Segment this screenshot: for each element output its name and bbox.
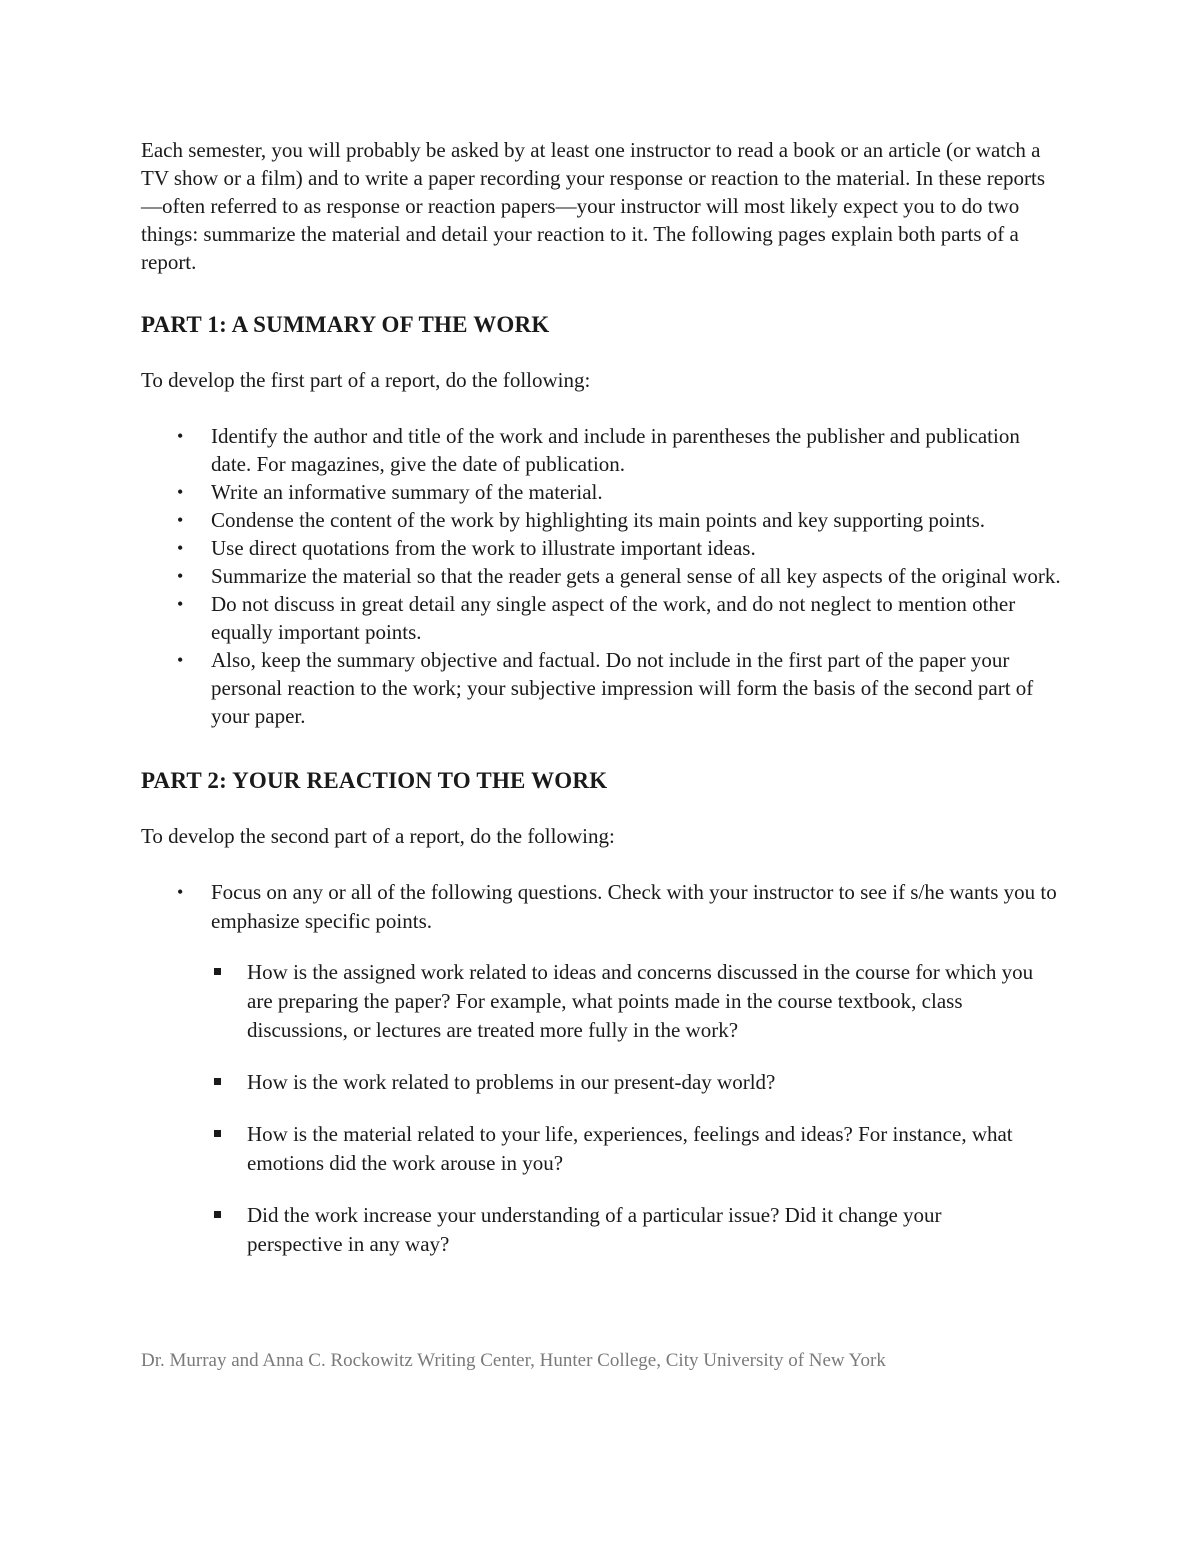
question-text: How is the material related to your life, experiences, feelings and ideas? For instance, what emotions did the work arouse in you? (247, 1122, 1013, 1175)
question-text: How is the assigned work related to ideas and concerns discussed in the course for which you are preparing the paper? For example, what points made in the course textbook, class discussions, or lectures are treated more fully in the work? (247, 960, 1034, 1042)
bullet-icon: • (177, 510, 184, 530)
list-item-text: Identify the author and title of the work and include in parentheses the publisher and publication date. For magazines, give the date of publication. (211, 424, 1020, 476)
intro-paragraph: Each semester, you will probably be asked by at least one instructor to read a book or an article (or watch a TV show or a film) and to write a paper recording your response or reaction to the material. In these reports—often referred to as response or reaction papers—your instructor will most likely expect you to do two things: summarize the material and detail your reaction to it. The following pages explain both parts of a report. (141, 138, 1046, 274)
list-item (141, 646, 1061, 730)
part1-bullet-list (141, 422, 1061, 730)
list-item (141, 534, 1061, 562)
list-item (141, 590, 1061, 646)
bullet-icon: • (177, 882, 184, 902)
bullet-icon: • (177, 482, 184, 502)
list-item-text: Use direct quotations from the work to illustrate important ideas. (211, 536, 756, 560)
bullet-icon: • (177, 426, 184, 446)
question-text: How is the work related to problems in our present-day world? (247, 1070, 776, 1094)
square-bullet-icon (214, 1130, 221, 1137)
square-bullet-icon (214, 1211, 221, 1218)
list-item-text: Also, keep the summary objective and factual. Do not include in the first part of the paper your personal reaction to the work; your subjective impression will form the basis of the second part of your paper. (211, 648, 1034, 728)
bullet-icon: • (177, 538, 184, 558)
question-text: Did the work increase your understanding of a particular issue? Did it change your perspective in any way? (247, 1203, 942, 1256)
list-item-text: Write an informative summary of the material. (211, 480, 603, 504)
question-item (141, 1201, 1037, 1259)
list-item (141, 878, 1061, 936)
question-item (141, 958, 1037, 1045)
square-bullet-icon (214, 1078, 221, 1085)
page-footer: Dr. Murray and Anna C. Rockowitz Writing Center, Hunter College, City University of New York (141, 1350, 886, 1371)
list-item-text: Focus on any or all of the following questions. Check with your instructor to see if s/he wants you to emphasize specific points. (211, 880, 1057, 933)
list-item-text: Summarize the material so that the reader gets a general sense of all key aspects of the original work. (211, 564, 1061, 588)
question-item (141, 1120, 1037, 1178)
list-item (141, 478, 1061, 506)
question-item (141, 1068, 1037, 1097)
bullet-icon: • (177, 594, 184, 614)
reaction-questions-list (141, 958, 1080, 1259)
list-item (141, 422, 1061, 478)
part2-bullet-list (141, 878, 1061, 936)
part2-heading: PART 2: YOUR REACTION TO THE WORK (141, 768, 608, 793)
list-item (141, 562, 1061, 590)
square-bullet-icon (214, 968, 221, 975)
bullet-icon: • (177, 566, 184, 586)
part1-heading: PART 1: A SUMMARY OF THE WORK (141, 312, 550, 337)
part2-lead: To develop the second part of a report, do the following: (141, 824, 615, 848)
part1-lead: To develop the first part of a report, do the following: (141, 368, 591, 392)
list-item-text: Do not discuss in great detail any single aspect of the work, and do not neglect to mention other equally important points. (211, 592, 1016, 644)
list-item (141, 506, 1061, 534)
bullet-icon: • (177, 650, 184, 670)
list-item-text: Condense the content of the work by highlighting its main points and key supporting points. (211, 508, 986, 532)
